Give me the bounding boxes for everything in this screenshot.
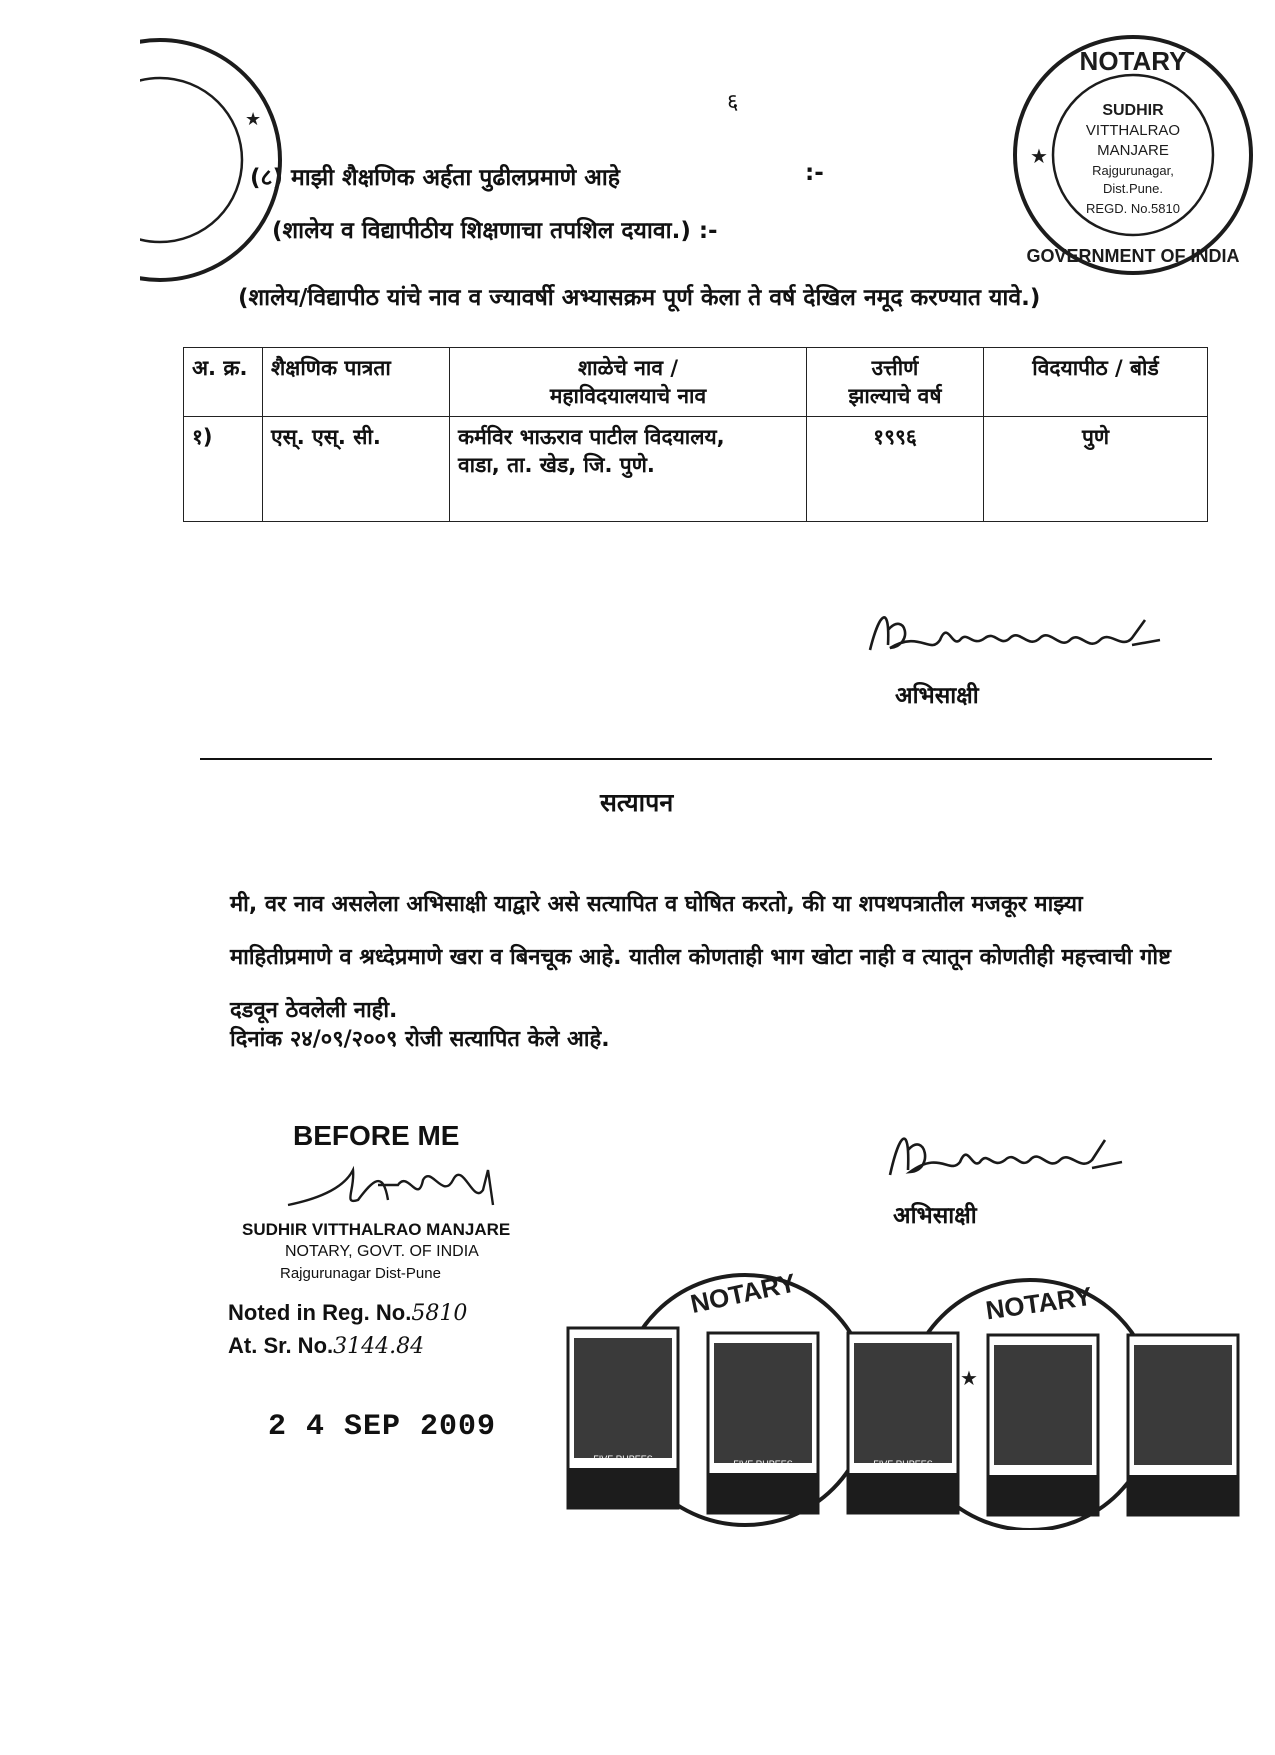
cell-sr-no: १)	[184, 417, 263, 522]
seal-regd: REGD. No.5810	[1086, 201, 1180, 216]
signature-top-mark	[860, 600, 1170, 670]
verification-paragraph: मी, वर नाव असलेला अभिसाक्षी याद्वारे असे सत्यापित व घोषित करतो, की या शपथपत्रातील मजकूर माझ्या माहितीप्रमाणे व श्रध्देप्रमाणे खरा व बिनचूक आहे. यातील कोणताही भाग खोटा नाही व त्यातून कोणतीही महत्त्वाची गोष्ट दडवून ठेवलेली नाही.	[230, 892, 1171, 1023]
qualification-heading-colon: :-	[805, 160, 824, 186]
cell-year: १९९६	[807, 417, 984, 522]
revenue-stamp-4	[988, 1335, 1098, 1515]
notary-office: NOTARY, GOVT. OF INDIA	[285, 1243, 479, 1260]
seal-place1: Rajgurunagar,	[1092, 163, 1174, 178]
stamp-seal-text-left: NOTARY	[687, 1267, 799, 1319]
stamp-2-value: FIVE RUPEES	[733, 1459, 793, 1469]
seal-ring-text: GOVERNMENT OF INDIA	[1026, 246, 1240, 266]
deponent-label-top: अभिसाक्षी	[895, 683, 979, 709]
cell-board: पुणे	[984, 417, 1208, 522]
seal-name1: SUDHIR	[1102, 102, 1164, 119]
partial-seal-star-icon: ★	[245, 109, 262, 130]
serial-value: 3144.84	[333, 1334, 425, 1359]
revenue-stamp-1	[568, 1328, 678, 1508]
header-school-name	[450, 348, 807, 417]
seal-star-icon: ★	[1030, 144, 1048, 168]
stamp-seal-text-right: NOTARY	[983, 1280, 1094, 1326]
revenue-stamp-3	[848, 1333, 958, 1513]
revenue-stamp-2	[708, 1333, 818, 1513]
qualification-heading-text: (८) माझी शैक्षणिक अर्हता पुढीलप्रमाणे आहे	[250, 165, 621, 191]
notary-place: Rajgurunagar Dist-Pune	[280, 1265, 441, 1282]
stamp-star-icon: ★	[960, 1366, 978, 1390]
details-instruction: (शालेय व विद्यापीठीय शिक्षणाचा तपशिल दयावा.) :-	[272, 218, 718, 244]
cell-school-name	[450, 417, 807, 522]
verification-title: सत्यापन	[600, 788, 674, 817]
cell-school-line2: वाडा, ता. खेड, जि. पुणे.	[458, 453, 655, 477]
page-number: ६	[727, 90, 739, 115]
notary-seal-icon	[1008, 30, 1258, 280]
header-year-line1: उत्तीर्ण	[871, 356, 919, 380]
deponent-signature-bottom	[880, 1120, 1130, 1200]
deponent-label-bottom: अभिसाक्षी	[893, 1203, 977, 1229]
noted-in-register	[228, 1300, 467, 1326]
before-me-heading: BEFORE ME	[293, 1120, 460, 1151]
stamp-3-value: FIVE RUPEES	[873, 1459, 933, 1469]
revenue-stamp-5	[1128, 1335, 1238, 1515]
seal-name3: MANJARE	[1097, 142, 1169, 159]
seal-name2: VITTHALRAO	[1085, 122, 1181, 139]
revenue-stamps	[560, 1260, 1250, 1530]
qualification-heading	[250, 160, 824, 192]
header-year-passed	[807, 348, 984, 417]
notary-signature	[283, 1160, 533, 1229]
seal-place2: Dist.Pune.	[1103, 181, 1163, 196]
seal-top-text: NOTARY	[1079, 46, 1187, 76]
noted-value: 5810	[411, 1301, 468, 1326]
stamp-1-value: FIVE RUPEES	[593, 1454, 653, 1464]
deponent-signature-top	[860, 600, 1170, 680]
school-year-instruction: (शालेय/विद्यापीठ यांचे नाव व ज्यावर्षी अभ्यासक्रम पूर्ण केला ते वर्ष देखिल नमूद करण्यात यावे.)	[238, 285, 1041, 311]
notary-signature-mark	[283, 1160, 533, 1220]
serial-number	[228, 1333, 424, 1359]
education-table	[183, 347, 1208, 522]
header-school-line2: महाविदयालयाचे नाव	[549, 384, 707, 408]
serial-label: At. Sr. No.	[228, 1333, 334, 1358]
header-sr-no: अ. क्र.	[184, 348, 263, 417]
cell-qualification: एस्. एस्. सी.	[263, 417, 450, 522]
verification-date-line: दिनांक २४/०९/२००९ रोजी सत्यापित केले आहे.	[230, 1027, 610, 1052]
partial-seal-icon	[140, 30, 300, 290]
header-board: विदयापीठ / बोर्ड	[984, 348, 1208, 417]
cell-school-line1: कर्मविर भाऊराव पाटील विदयालय,	[458, 425, 725, 449]
signature-bottom-mark	[880, 1120, 1130, 1190]
date-stamp: 2 4 SEP 2009	[268, 1410, 497, 1444]
section-divider	[200, 758, 1212, 760]
header-qualification: शैक्षणिक पात्रता	[263, 348, 450, 417]
noted-label: Noted in Reg. No.	[228, 1300, 412, 1325]
table-header-row	[184, 348, 1208, 417]
header-school-line1: शाळेचे नाव /	[577, 356, 679, 380]
notary-name: SUDHIR VITTHALRAO MANJARE	[242, 1220, 511, 1239]
header-year-line2: झाल्याचे वर्ष	[848, 384, 942, 408]
table-row	[184, 417, 1208, 522]
